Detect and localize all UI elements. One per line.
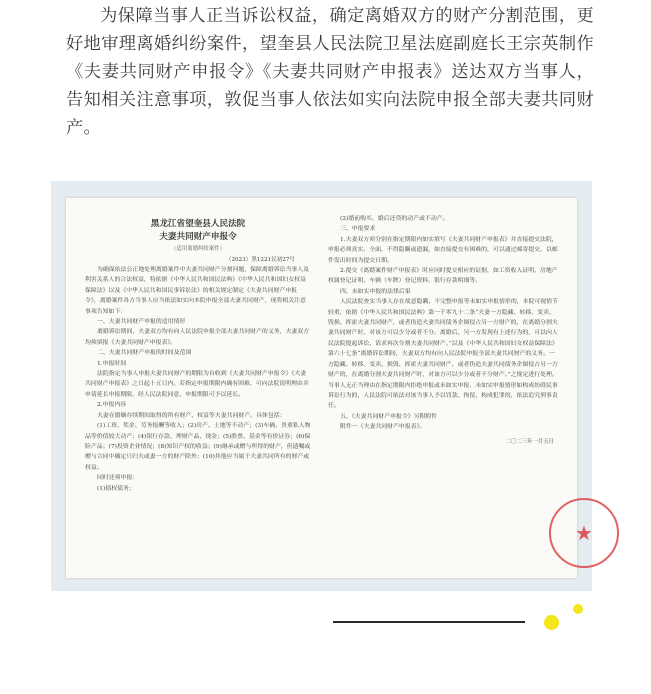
- seal-star-icon: ★: [575, 521, 593, 545]
- document-paragraph: 同时还须申报：: [97, 475, 139, 482]
- document-heading: 二、夫妻共同财产申报的时间及范围: [97, 350, 192, 357]
- document-heading: 四、未如实申报的法律后果: [340, 288, 411, 295]
- decorative-dot-large: [544, 615, 559, 630]
- decorative-divider: [333, 621, 525, 623]
- document-paragraph: (1)债权债务；: [97, 485, 135, 492]
- document-heading: 五、《夫妻共同财产申报令》另附附件: [340, 413, 438, 420]
- document-heading: 一、夫妻共同财产申报的适用情形: [97, 319, 186, 326]
- document-paragraph: 人民法院查实当事人存在故意隐瞒、不完整申报等未如实申报情形的，本院可视情节轻重，依据《中华人民共和国民法典》第一千零九十二条“夫妻一方隐藏、转移、变卖、毁损、挥霍夫妻共同财产，或者伪造夫妻共同债务企图侵占另一方财产的，在离婚分割夫妻共同财产时，对该方可以少分或者不分。离婚后，另一方发现有上述行为的，可以向人民法院提起诉讼，请求再次分割夫妻共同财产。”以及《中华人民共和国妇女权益保障法》第六十七条“离婚诉讼期间，夫妻双方均有向人民法院申报全部夫妻共同财产的义务。一方隐藏、转移、变卖、损毁、挥霍夫妻共同财产，或者伪造夫妻共同债务企图侵占另一方财产的，在离婚分割夫妻共同财产时，对该方可以少分或者不分财产。”之规定进行处理。当事人无正当理由在指定期限内拒绝申报或未如实申报，未如实申报情形如构成妨碍民事诉讼行为的，人民法院可依法对该当事人予以罚款、拘留，构成犯罪的，依法追究刑事责任。: [328, 299, 558, 410]
- document-paragraph: (2)婚前购买、婚后还贷的动产或不动产。: [340, 216, 449, 222]
- document-left-column: [85, 214, 311, 494]
- document-paragraph: 附件一《夫妻共同财产申报表》。: [340, 424, 426, 431]
- document-right-column: [328, 214, 558, 447]
- document-photo[interactable]: [51, 181, 592, 591]
- document-subtitle: （适用离婚纠纷案件）: [171, 246, 225, 252]
- case-number: （2023）黑1221民初27号: [225, 257, 295, 263]
- decorative-dot-small: [573, 604, 583, 614]
- document-paragraph: 2.提交《离婚案件财产申报表》时应同时提交相应的证据，如工资收入证明、房地产权属登记证明、车辆（车牌）登记资料、银行存款明细等。: [328, 268, 558, 285]
- document-paragraph: (1)工资、奖金、劳务报酬等收入；(2)房产、土地等不动产；(3)车辆、贵重私人物品等价值较大动产；(4)银行存款、理财产品、现金；(5)股票、基金等有价证券；(6)保险产品；(7)投资企业情况；(8)知识产权的收益；(9)继承或赠与所得的财产，但遗嘱或赠与合同中确定只归夫或妻一方的财产除外；(10)其他应当属于夫妻共同所有的财产或权益。: [85, 423, 311, 471]
- document-paragraph: 夫妻在婚姻存续期间取得的所有财产、权益等夫妻共同财产。具体包括：: [97, 412, 286, 419]
- document-subheading: 2.申报内容: [97, 402, 127, 409]
- court-name: 黑龙江省望奎县人民法院: [150, 219, 246, 229]
- signature-date: 二〇二三年一月五日: [505, 438, 554, 445]
- document-title: 夫妻共同财产申报令: [159, 232, 237, 242]
- document-paragraph: 1.夫妻双方须分别在指定期限内如实填写《夫妻共同财产申报表》并直接提交法院，申报必须真实、全面，不得隐瞒或遗漏，如直接提交有困难的，可以通过邮寄提交，以邮件发出时间为提交日期。: [328, 236, 558, 264]
- article-intro-paragraph: [66, 2, 594, 142]
- document-paragraph: 法院指定当事人申报夫妻共同财产的期限为自收到《夫妻共同财产申报令》《夫妻共同财产申报表》之日起十五日内。若指定申报期限内确有困难，可向法院说明理由并申请延长申报期限，经人民法院同意，申报期限可予以延长。: [85, 371, 309, 398]
- court-seal: [549, 498, 619, 568]
- document-paragraph: 为确保依法公正地处理离婚案件中夫妻共同财产分割问题，保障离婚诉讼当事人及利害关系人的合法权益，特依据《中华人民共和国民法典》《中华人民共和国妇女权益保障法》以及《中华人民共和国民事诉讼法》的相关规定制定《夫妻共同财产申报令》，离婚案件各方当事人应当依法如实向本院申报全部夫妻共同财产，现将相关注意事项告知如下：: [85, 267, 310, 315]
- document-paper: [66, 198, 593, 578]
- document-heading: 三、申报要求: [340, 226, 376, 233]
- document-subheading: 1.申报时间: [97, 360, 127, 367]
- document-paragraph: 离婚诉讼期间，夫妻双方均有向人民法院申报全部夫妻共同财产的义务，夫妻双方均须填报《夫妻共同财产申报表》。: [85, 329, 310, 346]
- article-intro-text: 为保障当事人正当诉讼权益，确定离婚双方的财产分割范围，更好地审理离婚纠纷案件，望奎县人民法院卫星法庭副庭长王宗英制作《夫妻共同财产申报令》《夫妻共同财产申报表》送达双方当事人，告知相关注意事项，敦促当事人依法如实向法院申报全部夫妻共同财产。: [66, 6, 594, 138]
